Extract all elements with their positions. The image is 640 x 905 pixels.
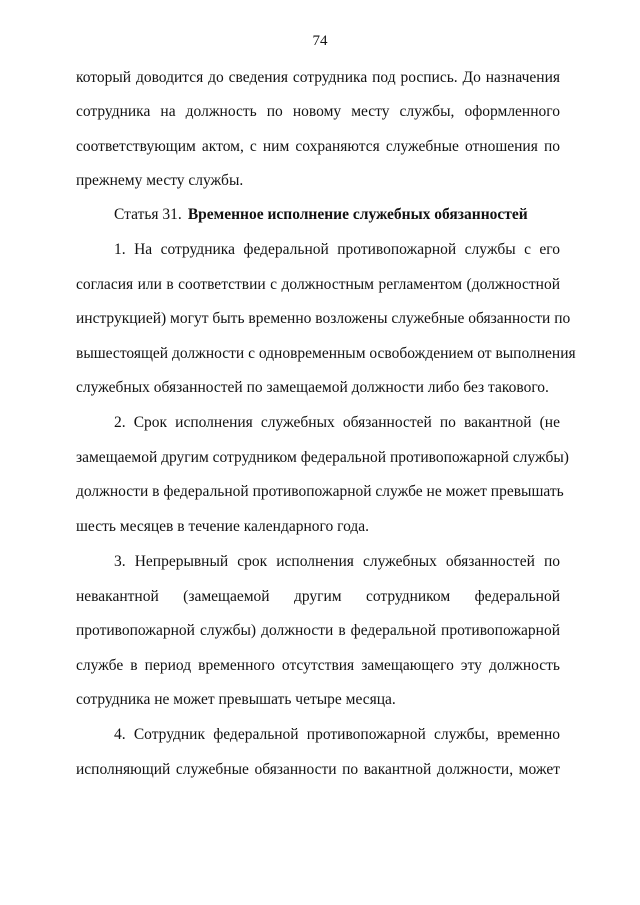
text-line: сотрудника не может превышать четыре месяца. <box>76 691 396 708</box>
text-line: 3. Непрерывный срок исполнения служебных обязанностей по <box>114 553 560 570</box>
page-number: 74 <box>312 33 328 49</box>
text-line: противопожарной службы) должности в федеральной противопожарной <box>76 622 560 639</box>
text-line: должности в федеральной противопожарной службе не может превышать <box>76 483 564 500</box>
article-title: Временное исполнение служебных обязанностей <box>187 206 528 223</box>
text-line: шесть месяцев в течение календарного года. <box>76 518 370 535</box>
text-line: прежнему месту службы. <box>76 172 244 189</box>
text-line: служебных обязанностей по замещаемой должности либо без такового. <box>76 379 549 396</box>
text-line: 4. Сотрудник федеральной противопожарной службы, временно <box>114 726 560 743</box>
text-line: согласия или в соответствии с должностным регламентом (должностной <box>76 276 560 293</box>
text-line: сотрудника на должность по новому месту службы, оформленного <box>76 103 560 120</box>
text-line: который доводится до сведения сотрудника под роспись. До назначения <box>76 69 560 86</box>
text-line: 2. Срок исполнения служебных обязанностей по вакантной (не <box>114 414 560 431</box>
text-line: невакантной (замещаемой другим сотрудником федеральной <box>76 588 560 605</box>
text-line: соответствующим актом, с ним сохраняются служебные отношения по <box>76 138 560 155</box>
article-heading <box>114 205 528 225</box>
article-label: Статья 31. <box>114 206 182 223</box>
text-line: вышестоящей должности с одновременным освобождением от выполнения <box>76 345 576 362</box>
text-line: инструкцией) могут быть временно возложены служебные обязанности по <box>76 310 571 327</box>
text-line: службе в период временного отсутствия замещающего эту должность <box>76 657 560 674</box>
text-line: 1. На сотрудника федеральной противопожарной службы с его <box>114 241 560 258</box>
text-line: исполняющий служебные обязанности по вакантной должности, может <box>76 761 560 778</box>
text-line: замещаемой другим сотрудником федеральной противопожарной службы) <box>76 449 569 466</box>
